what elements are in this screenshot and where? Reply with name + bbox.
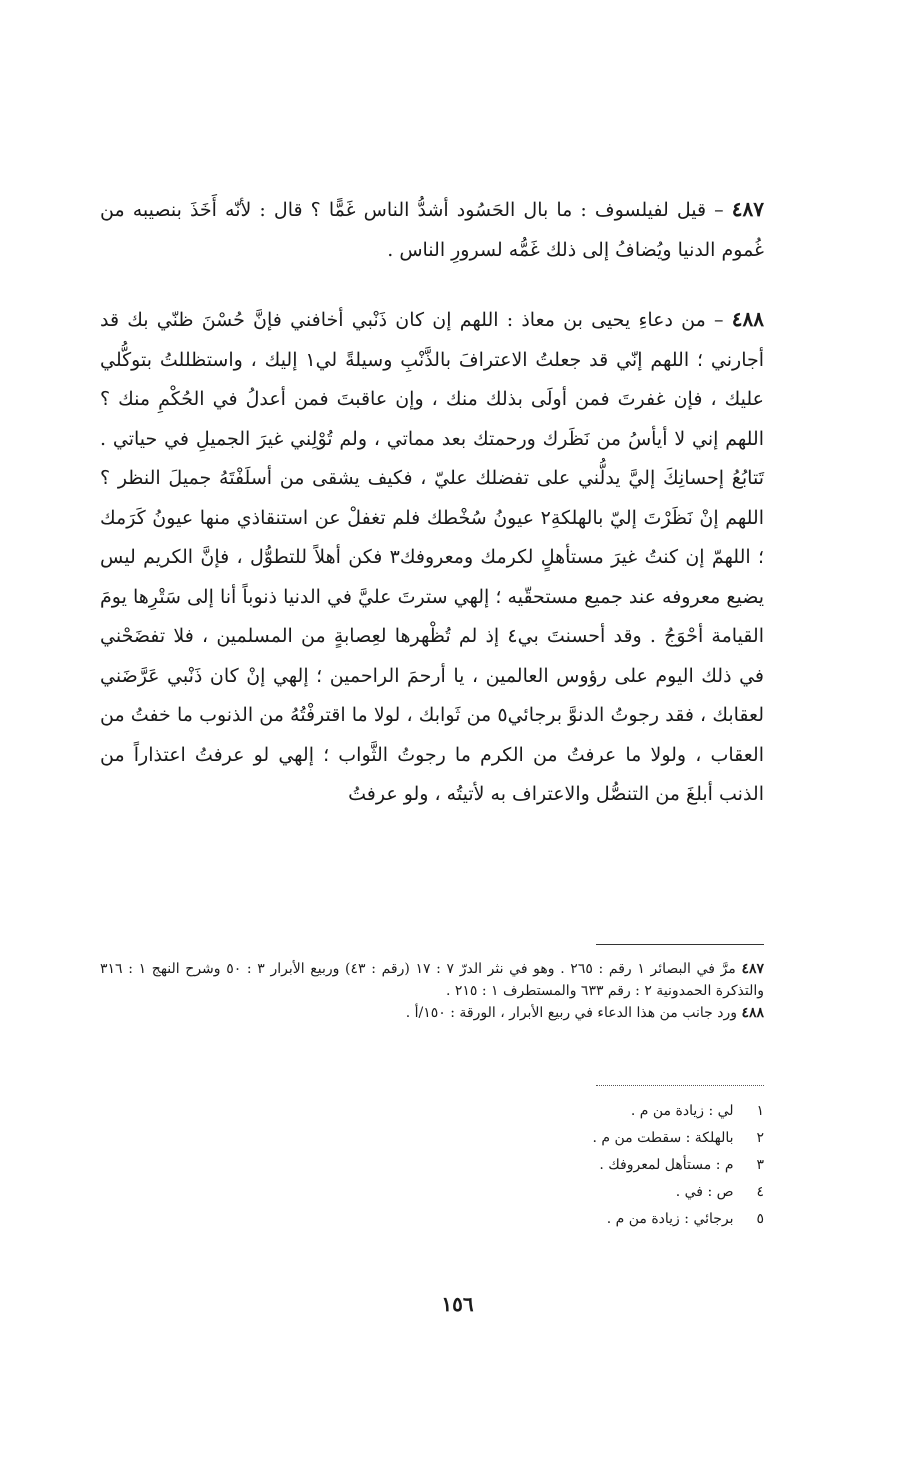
source-note-text: مرَّ في البصائر ١ رقم : ٢٦٥ . وهو في نثر الدرّ ٧ : ١٧ (رقم : ٤٣) وربيع الأبرار ٣ : ٥٠ وشرح النهج ١ : ٣١٦ والتذكرة الحمدونية ٢ : رقم ٦٣٣ والمستطرف ١ : ٢١٥ . [100,961,764,999]
footnote-divider [596,944,764,945]
variant-note [300,1125,764,1152]
variant-text: لي : زيادة من م . [630,1103,734,1119]
variant-text: ص : في . [675,1184,734,1200]
variant-note [300,1098,764,1125]
source-note-text: ورد جانب من هذا الدعاء في ربيع الأبرار ، الورقة : ١٥٠/أ . [405,1005,737,1021]
source-note [100,1002,764,1024]
variant-number: ١ [756,1103,764,1119]
variant-number: ٢ [756,1130,764,1146]
variant-note [300,1152,764,1179]
variant-number: ٤ [756,1184,764,1200]
variant-notes [300,1098,764,1233]
entry-number: ٤٨٨ [731,307,764,331]
source-notes [100,958,764,1024]
variant-text: بالهلكة : سقطت من م . [592,1130,734,1146]
variant-note [300,1206,764,1233]
source-note [100,958,764,1002]
page-number: ١٥٦ [441,1292,474,1316]
variant-number: ٣ [756,1157,764,1173]
entry-text: – قيل لفيلسوف : ما بال الحَسُود أشدُّ الناس غَمًّا ؟ قال : لأنّه أَخَذَ بنصيبه من غُموم الدنيا ويُضافُ إلى ذلك غَمُّه لسرورِ الناس . [100,199,764,261]
source-note-number: ٤٨٨ [741,1005,764,1021]
variant-text: برجائي : زيادة من م . [606,1211,734,1227]
variant-text: م : مستأهل لمعروفك . [599,1157,734,1173]
entry-text: – من دعاءِ يحيى بن معاذ : اللهم إن كان ذَنْبي أخافني فإنَّ حُسْنَ ظنّي بك قد أجارني ؛ اللهم إنّي قد جعلتُ الاعترافَ بالذَّنْبِ وسيلةً لي١ إليك ، واستظللتُ بتوكُّلي عليك ، فإن غفرتَ فمن أولَى بذلك منك ، وإن عاقبتَ فمن أعدلُ في الحُكْمِ منك ؟ اللهم إني لا أيأسُ من نَظَرك ورحمتك بعد مماتي ، ولم تُوْلِني غيرَ الجميلِ في حياتي . تَتابُعُ إحسانِكَ إليَّ يدلُّني على تفضلك عليّ ، فكيف يشقى من أسلَفْتَهُ جميلَ النظر ؟ اللهم إنْ نَظَرْتَ إليّ بالهلكةِ٢ عيونُ سُخْطك فلم تغفلْ عن استنقاذي منها عيونُ كَرَمك ؛ اللهمّ إن كنتُ غيرَ مستأهلٍ لكرمك ومعروفك٣ فكن أهلاً للتطوُّل ، فإنَّ الكريم ليس يضيع معروفه عند جميع مستحقّيه ؛ إلهي سترتَ عليَّ في الدنيا ذنوباً أنا إلى سَتْرِها يومَ القيامة أحْوَجُ . وقد أحسنتَ بي٤ إذ لم تُظْهرها لعِصابةٍ من المسلمين ، فلا تفضَحْني في ذلك اليوم على رؤوس العالمين ، يا أرحمَ الراحمين ؛ إلهي إنْ كان ذَنْبي عَرَّضَني لعقابك ، فقد رجوتُ الدنوَّ برجائي٥ من ثَوابك ، لولا ما اقترفْتُهُ من الذنوب ما خفتُ من العقاب ، ولولا ما عرفتُ من الكرم ما رجوتُ الثَّواب ؛ إلهي لو عرفتُ اعتذاراً من الذنب أبلغَ من التنصُّل والاعتراف به لأتيتُه ، ولو عرفتُ [100,309,765,805]
entry-number: ٤٨٧ [731,197,764,221]
entry-488 [100,300,764,815]
variant-number: ٥ [756,1211,764,1227]
entry-487 [100,190,764,270]
variants-divider [596,1085,764,1086]
source-note-number: ٤٨٧ [741,961,765,977]
variant-note [300,1179,764,1206]
